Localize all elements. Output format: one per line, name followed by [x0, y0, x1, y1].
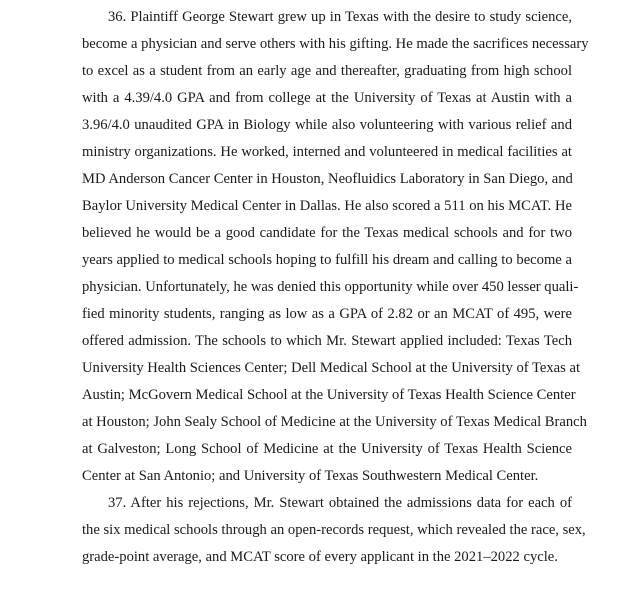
paragraph-line: Center at San Antonio; and University of Texas Southwestern Medical Center.: [82, 468, 539, 484]
paragraph-37: [82, 490, 586, 571]
paragraph-line: Baylor University Medical Center in Dallas. He also scored a 511 on his MCAT. He: [82, 198, 572, 214]
paragraph-line: at Galveston; Long School of Medicine at the University of Texas Health Science: [82, 441, 572, 457]
paragraph-line: offered admission. The schools to which Mr. Stewart applied included: Texas Tech: [82, 333, 572, 349]
paragraph-line: to excel as a student from an early age and thereafter, graduating from high school: [82, 63, 572, 79]
paragraph-line: 37. After his rejections, Mr. Stewart obtained the admissions data for each of: [108, 495, 572, 511]
paragraph-line: with a 4.39/4.0 GPA and from college at the University of Texas at Austin with a: [82, 90, 572, 106]
paragraph-line: 36. Plaintiff George Stewart grew up in Texas with the desire to study science,: [108, 9, 572, 25]
paragraph-line: Austin; McGovern Medical School at the University of Texas Health Science Center: [82, 387, 576, 403]
paragraph-line: believed he would be a good candidate for the Texas medical schools and for two: [82, 225, 572, 241]
paragraph-36: [82, 4, 589, 490]
paragraph-line: MD Anderson Cancer Center in Houston, Neofluidics Laboratory in San Diego, and: [82, 171, 573, 187]
paragraph-line: physician. Unfortunately, he was denied this opportunity while over 450 lesser quali-: [82, 279, 579, 295]
paragraph-line: at Houston; John Sealy School of Medicine at the University of Texas Medical Branch: [82, 414, 587, 430]
document-body: [82, 4, 589, 571]
paragraph-line: 3.96/4.0 unaudited GPA in Biology while also volunteering with various relief and: [82, 117, 572, 133]
paragraph-line: grade-point average, and MCAT score of every applicant in the 2021–2022 cycle.: [82, 549, 558, 565]
paragraph-line: ministry organizations. He worked, interned and volunteered in medical facilities at: [82, 144, 572, 160]
paragraph-line: fied minority students, ranging as low as a GPA of 2.82 or an MCAT of 495, were: [82, 306, 572, 322]
paragraph-line: University Health Sciences Center; Dell Medical School at the University of Texas at: [82, 360, 581, 376]
paragraph-line: become a physician and serve others with his gifting. He made the sacrifices necessary: [82, 36, 589, 52]
paragraph-line: the six medical schools through an open-records request, which revealed the race, sex,: [82, 522, 586, 538]
paragraph-line: years applied to medical schools hoping to fulfill his dream and calling to become a: [82, 252, 572, 268]
